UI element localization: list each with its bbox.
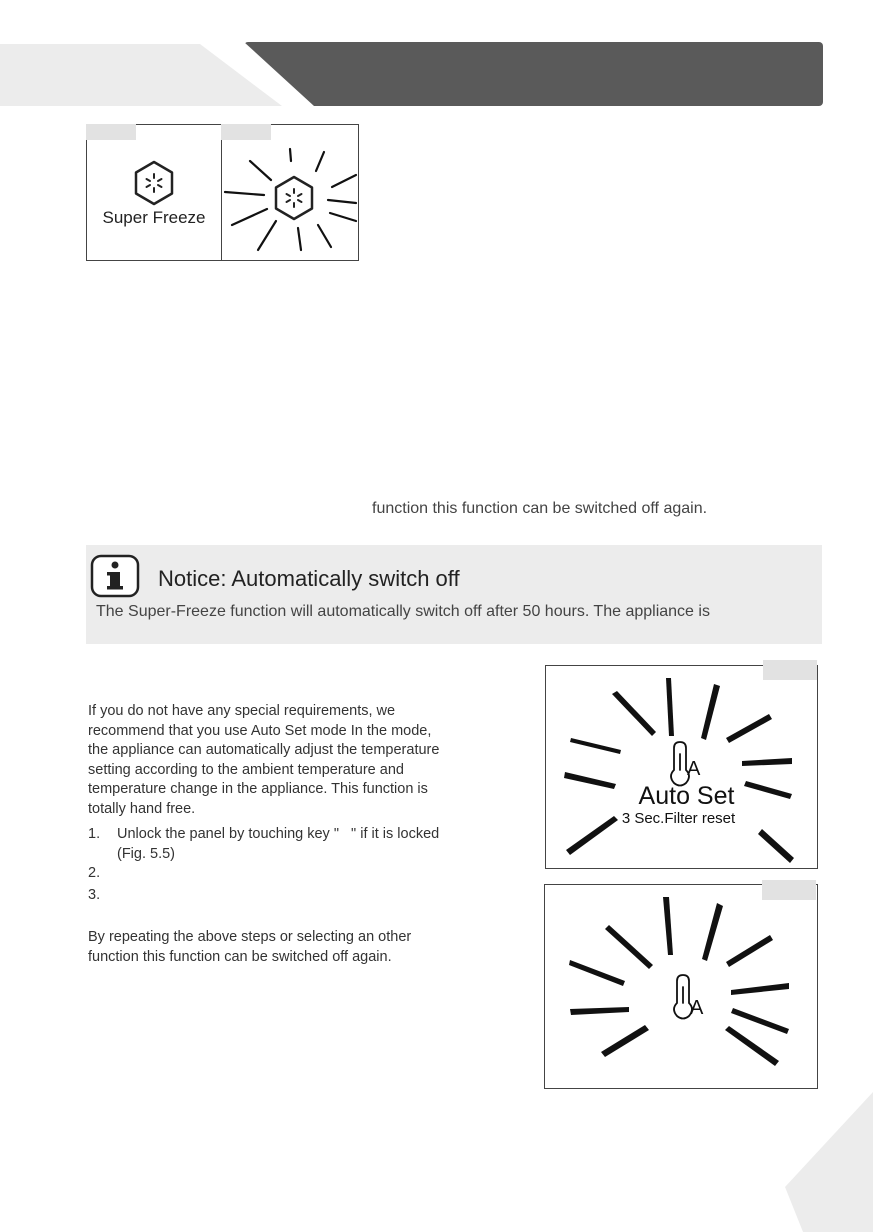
notice-box <box>86 545 822 644</box>
figure-tag <box>221 124 271 140</box>
step-number: 2. <box>88 865 101 881</box>
info-icon <box>90 554 140 598</box>
auto-set-active-burst <box>545 885 817 1088</box>
super-freeze-label: Super Freeze <box>102 208 206 227</box>
notice-body: The Super-Freeze function will automatically switch off after 50 hours. The appliance is <box>96 603 710 620</box>
paragraph-line: temperature change in the appliance. This function is <box>88 781 428 797</box>
intro-fragment: function this function can be switched off again. <box>372 500 708 517</box>
figure-tag <box>86 124 136 140</box>
paragraph-line: recommend that you use Auto Set mode In the mode, <box>88 722 432 739</box>
step-number: 3. <box>88 887 101 903</box>
paragraph-line: the appliance can automatically adjust the temperature <box>88 742 440 758</box>
steps-list <box>88 825 508 908</box>
auto-set-label: Auto Set <box>638 782 735 810</box>
filter-reset-label: 3 Sec.Filter reset <box>621 810 736 827</box>
step-number: 1. <box>88 826 101 842</box>
auto-set-description <box>88 702 508 819</box>
header-bar-right <box>244 42 823 106</box>
page-corner-tab <box>785 1092 873 1232</box>
auto-set-panel <box>545 665 818 869</box>
super-freeze-active-panel <box>221 124 359 261</box>
super-freeze-active-icon <box>222 125 358 260</box>
auto-set-burst <box>546 666 817 868</box>
paragraph-line: function this function can be switched off again. <box>88 948 392 965</box>
header-bar-left <box>0 44 282 106</box>
auto-set-active-panel <box>544 884 818 1089</box>
paragraph-line: setting according to the ambient temperature and <box>88 761 404 778</box>
list-item <box>88 825 508 864</box>
paragraph-line: By repeating the above steps or selecting an other <box>88 929 412 945</box>
super-freeze-icon <box>130 159 178 207</box>
auto-set-active-icon-letter: A <box>690 997 704 1019</box>
paragraph-line: If you do not have any special requirements, we <box>88 703 396 719</box>
list-item <box>88 886 508 908</box>
paragraph-line: totally hand free. <box>88 800 196 817</box>
step-line: Unlock the panel by touching key " " if it is locked <box>117 826 440 842</box>
list-item <box>88 864 508 886</box>
super-freeze-panel <box>86 124 222 261</box>
figure-tag <box>762 880 816 900</box>
notice-title: Notice: Automatically switch off <box>158 566 460 591</box>
step-line: (Fig. 5.5) <box>117 845 176 862</box>
figure-tag <box>763 660 817 680</box>
auto-set-icon-letter: A <box>687 758 701 780</box>
closing-paragraph <box>88 928 508 967</box>
